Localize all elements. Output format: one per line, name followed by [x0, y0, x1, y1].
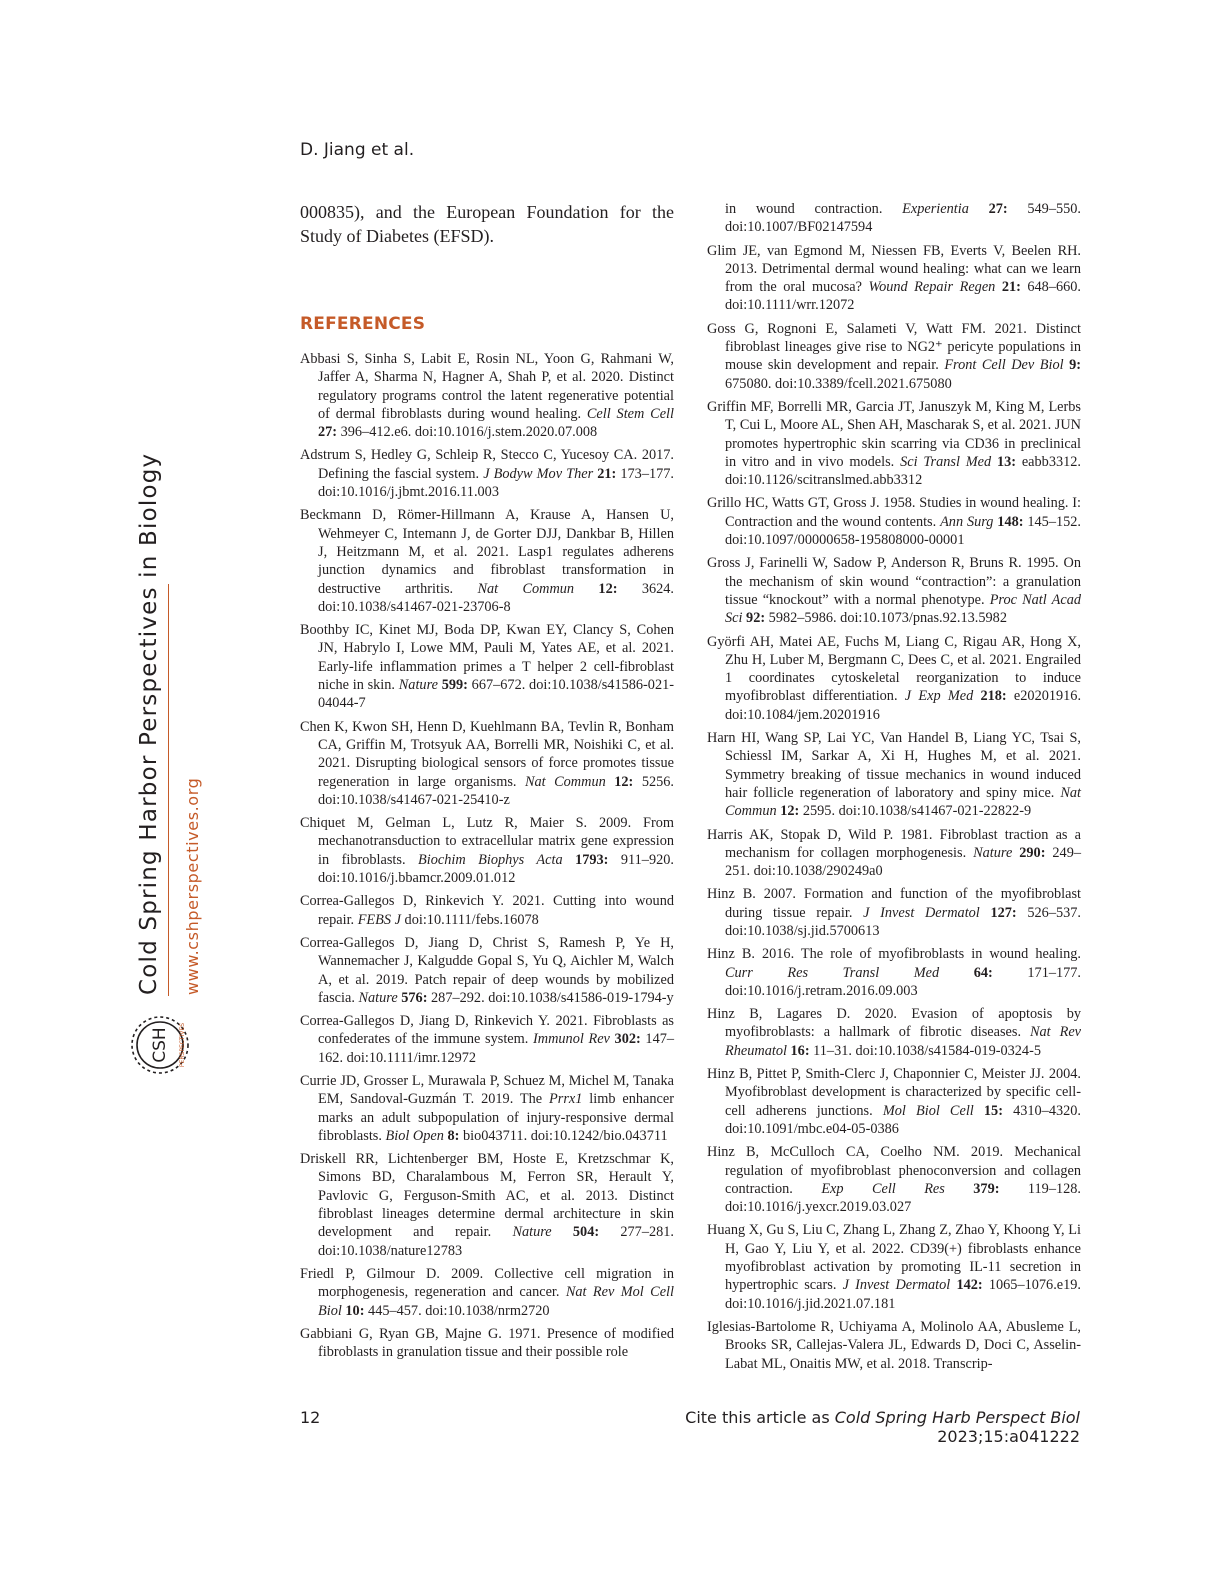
reference-details: 147–162. doi:10.1111/imr.12972	[318, 1031, 675, 1066]
reference-volume: 13:	[991, 453, 1017, 470]
reference-text: Hinz B. 2007. Formation and function of the myofibroblast during tissue repair.	[707, 886, 1081, 921]
reference-entry	[707, 1221, 1081, 1312]
reference-journal: Nat Commun	[524, 773, 606, 790]
reference-details: 396–412.e6. doi:10.1016/j.stem.2020.07.008	[337, 424, 598, 441]
reference-entry	[707, 200, 1081, 237]
reference-journal: J Bodyw Mov Ther	[483, 465, 594, 482]
reference-details: 1065–1076.e19. doi:10.1016/j.jid.2021.07.181	[725, 1277, 1081, 1312]
reference-details: 648–660. doi:10.1111/wrr.12072	[725, 279, 1081, 314]
reference-journal: Nat Commun	[725, 784, 1081, 820]
reference-details: limb enhancer marks an adult subpopulation of injury-responsive dermal fibroblasts.	[318, 1091, 675, 1144]
reference-text: in wound contraction.	[725, 201, 903, 217]
reference-volume: 148:	[993, 513, 1024, 530]
reference-text: Hinz B, Lagares D. 2020. Evasion of apoptosis by myofibroblasts: a hallmark of fibrotic diseases.	[707, 1006, 1081, 1041]
reference-text: Driskell RR, Lichtenberger BM, Hoste E, Kretzschmar K, Simons BD, Charalambous M, Ferron SR, Herault Y, Pavlovic G, Ferguson-Smith AC, et al. 2013. Distinct fibroblast lineages determine dermal architecture in skin development and repair.	[300, 1151, 674, 1241]
references-list-left	[300, 350, 674, 1361]
reference-volume: 27:	[318, 424, 338, 441]
reference-text: Chen K, Kwon SH, Henn D, Kuehlmann BA, Tevlin R, Bonham CA, Griffin M, Trotsyuk AA, Borrelli MR, Noishiki C, et al. 2021. Disrupting biological sensors of force promotes tissue regeneration in large organisms.	[300, 718, 674, 790]
reference-journal: Nature	[512, 1224, 552, 1241]
reference-volume: 21:	[995, 279, 1021, 296]
reference-journal: Experientia	[902, 201, 969, 217]
reference-entry	[707, 885, 1081, 940]
reference-details: 911–920. doi:10.1016/j.bbamcr.2009.01.012	[318, 851, 674, 887]
reference-journal: J Invest Dermatol	[842, 1277, 951, 1294]
reference-journal: Exp Cell Res	[821, 1180, 945, 1197]
reference-volume: 21:	[593, 465, 617, 482]
reference-details: e20201916. doi:10.1084/jem.20201916	[725, 688, 1082, 723]
reference-entry	[707, 398, 1081, 489]
reference-volume: 10:	[341, 1302, 365, 1319]
reference-text: Iglesias-Bartolome R, Uchiyama A, Molinolo AA, Abusleme L, Brooks SR, Callejas-Valera JL, Edwards D, Doci C, Asselin-Labat ML, Onaitis MW, et al. 2018. Transcrip-	[707, 1318, 1081, 1372]
reference-text: Abbasi S, Sinha S, Labit E, Rosin NL, Yoon G, Rahmani W, Jaffer A, Sharma N, Hagner A, Shah P, et al. 2020. Distinct regulatory programs control the latent regenerative potential of dermal fibroblasts during wound healing.	[300, 351, 674, 422]
reference-journal: Biochim Biophys Acta	[418, 851, 563, 868]
reference-entry	[707, 1065, 1081, 1138]
reference-entry	[300, 350, 674, 441]
reference-entry	[300, 1150, 674, 1260]
reference-details: 5982–5986. doi:10.1073/pnas.92.13.5982	[765, 610, 1007, 627]
reference-volume: 12:	[776, 803, 800, 820]
reference-journal: Sci Transl Med	[900, 453, 992, 470]
reference-text: Hinz B, Pittet P, Smith-Clerc J, Chaponnier C, Meister JJ. 2004. Myofibroblast development is characterized by specific cell-cell adherens junctions.	[707, 1066, 1081, 1119]
csh-logo-icon	[128, 1006, 192, 1084]
reference-text: Correa-Gallegos D, Rinkevich Y. 2021. Cutting into wound repair.	[300, 893, 674, 928]
citation-suffix: 2023;15:a041222	[937, 1427, 1080, 1446]
reference-details: bio043711. doi:10.1242/bio.043711	[459, 1127, 668, 1144]
reference-journal: Biol Open	[385, 1127, 444, 1144]
reference-text: Glim JE, van Egmond M, Niessen FB, Everts V, Beelen RH. 2013. Detrimental dermal wound healing: what can we learn from the oral mucosa?	[707, 242, 1081, 296]
reference-entry	[300, 1012, 674, 1067]
citation-journal: Cold Spring Harb Perspect Biol	[834, 1408, 1080, 1427]
sidebar-url[interactable]: www.cshperspectives.org	[183, 777, 202, 995]
reference-entry	[707, 554, 1081, 627]
reference-journal: Cell Stem Cell	[586, 405, 675, 422]
reference-journal: Nat Commun	[477, 580, 575, 597]
reference-volume: 92:	[742, 610, 766, 627]
reference-details: 5256. doi:10.1038/s41467-021-25410-z	[318, 773, 674, 808]
reference-text: Harris AK, Stopak D, Wild P. 1981. Fibroblast traction as a mechanism for collagen morphogenesis.	[707, 826, 1081, 861]
reference-entry	[707, 242, 1081, 315]
reference-text: Goss G, Rognoni E, Salameti V, Watt FM. 2021. Distinct fibroblast lineages give rise to NG2⁺ pericyte populations in mouse skin development and repair.	[707, 320, 1081, 374]
reference-volume: 12:	[574, 580, 618, 597]
reference-journal: Front Cell Dev Biol	[944, 357, 1064, 374]
sidebar-journal-title: Cold Spring Harbor Perspectives in Biology	[136, 452, 162, 995]
csh-logo-text: CSH	[150, 1027, 170, 1063]
reference-entry	[707, 320, 1081, 393]
reference-journal: Nat Rev Mol Cell Biol	[318, 1284, 674, 1319]
references-heading: REFERENCES	[300, 314, 426, 334]
continued-acknowledgment-text: 000835), and the European Foundation for the Study of Diabetes (EFSD).	[300, 202, 674, 246]
citation-line	[560, 1408, 1080, 1446]
reference-journal: J Invest Dermatol	[863, 904, 980, 921]
reference-text: Grillo HC, Watts GT, Gross J. 1958. Studies in wound healing. I: Contraction and the wound contents.	[707, 495, 1081, 530]
reference-entry	[300, 1325, 674, 1362]
reference-text: Gabbiani G, Ryan GB, Majne G. 1971. Presence of modified fibroblasts in granulation tissue and their possible role	[300, 1325, 674, 1361]
reference-volume: 9:	[1063, 357, 1081, 374]
reference-entry	[300, 1265, 674, 1320]
reference-journal: Curr Res Transl Med	[725, 964, 940, 981]
reference-details: 11–31. doi:10.1038/s41584-019-0324-5	[809, 1042, 1041, 1059]
reference-journal: FEBS J	[357, 911, 401, 928]
reference-journal: J Exp Med	[904, 688, 974, 705]
reference-volume: 379:	[944, 1180, 1000, 1197]
reference-entry	[707, 729, 1081, 820]
csh-logo-subtext: PERSPECTIVES	[179, 1022, 186, 1068]
sidebar-rule	[168, 584, 169, 996]
reference-volume: 599:	[437, 677, 468, 694]
running-head: D. Jiang et al.	[300, 140, 415, 160]
reference-text: Huang X, Gu S, Liu C, Zhang L, Zhang Z, Zhao Y, Khoong Y, Li H, Gao Y, Liu Y, et al. 2022. CD39(+) fibroblasts enhance myofibroblast activation by promoting IL-11 secretion in hypertrophic scars.	[707, 1222, 1081, 1294]
reference-volume: 504:	[551, 1224, 600, 1241]
reference-entry	[707, 1005, 1081, 1060]
reference-text: Chiquet M, Gelman L, Lutz R, Maier S. 2009. From mechanotransduction to extracellular matrix gene expression in fibroblasts.	[300, 815, 674, 868]
reference-details: 549–550. doi:10.1007/BF02147594	[725, 201, 1081, 236]
reference-journal: Mol Biol Cell	[882, 1102, 974, 1119]
reference-details: 675080. doi:10.3389/fcell.2021.675080	[725, 375, 952, 392]
reference-text: Griffin MF, Borrelli MR, Garcia JT, Januszyk M, King M, Lerbs T, Cui L, Moore AL, Shen AH, Mascharak S, et al. 2021. JUN promotes hypertrophic skin scarring via CD36 in preclinical in vitro and in vivo models.	[707, 398, 1081, 470]
reference-entry	[707, 945, 1081, 1000]
reference-text: Beckmann D, Römer-Hillmann A, Krause A, Hansen U, Wehmeyer C, Intemann J, de Gorter DJJ, Dankbar B, Hillen J, Heitzmann M, et al. 2021. Lasp1 regulates adherens junction dynamics and fibroblast transformation in destructive arthritis.	[300, 507, 674, 597]
reference-volume: 142:	[950, 1277, 983, 1294]
reference-volume: 8:	[443, 1127, 460, 1144]
reference-text: Boothby IC, Kinet MJ, Boda DP, Kwan EY, Clancy S, Cohen JN, Habrylo I, Lowe MM, Pauli M, Yates AE, et al. 2021. Early-life inflammation primes a T helper 2 cell-fibroblast niche in skin.	[300, 622, 674, 694]
reference-volume: 290:	[1012, 844, 1046, 861]
reference-details: 249–251. doi:10.1038/290249a0	[725, 844, 1082, 880]
reference-details: 4310–4320. doi:10.1091/mbc.e04-05-0386	[725, 1102, 1081, 1137]
reference-volume: 1793:	[562, 851, 609, 868]
reference-text: Correa-Gallegos D, Jiang D, Rinkevich Y. 2021. Fibroblasts as confederates of the immune system.	[300, 1013, 674, 1048]
reference-details: eabb3312. doi:10.1126/scitranslmed.abb3312	[725, 453, 1081, 489]
reference-volume: 127:	[979, 904, 1017, 921]
reference-volume: 218:	[973, 688, 1007, 705]
reference-journal: Immunol Rev	[533, 1031, 610, 1048]
references-list-right	[707, 200, 1081, 1373]
reference-text: Hinz B. 2016. The role of myofibroblasts in wound healing.	[707, 946, 1081, 963]
reference-entry	[707, 1143, 1081, 1216]
reference-entry	[707, 494, 1081, 549]
reference-volume: 12:	[605, 773, 634, 790]
reference-text: Friedl P, Gilmour D. 2009. Collective cell migration in morphogenesis, regeneration and cancer.	[300, 1265, 674, 1301]
left-column	[300, 200, 674, 1366]
reference-text: Gross J, Farinelli W, Sadow P, Anderson R, Bruns R. 1995. On the mechanism of skin wound “contraction”: a granulation tissue “knockout” with a normal phenotype.	[707, 555, 1081, 608]
reference-details: 526–537. doi:10.1038/sj.jid.5700613	[725, 904, 1081, 939]
reference-volume: 16:	[786, 1042, 810, 1059]
reference-details: 171–177. doi:10.1016/j.retram.2016.09.003	[725, 964, 1082, 999]
reference-volume: 64:	[939, 964, 993, 981]
reference-details: 173–177. doi:10.1016/j.jbmt.2016.11.003	[318, 465, 674, 501]
reference-entry	[300, 446, 674, 501]
citation-prefix: Cite this article as	[685, 1408, 835, 1427]
right-column	[707, 200, 1081, 1378]
reference-volume: 576:	[397, 989, 428, 1006]
reference-entry	[300, 1072, 674, 1145]
reference-journal: Ann Surg	[940, 513, 994, 530]
page-number: 12	[300, 1408, 321, 1427]
reference-journal: Prrx1	[549, 1091, 583, 1108]
reference-volume: 15:	[973, 1102, 1003, 1119]
reference-details: 2595. doi:10.1038/s41467-021-22822-9	[799, 803, 1032, 820]
reference-entry	[707, 633, 1081, 724]
reference-details: 3624. doi:10.1038/s41467-021-23706-8	[318, 580, 674, 615]
reference-entry	[300, 506, 674, 616]
reference-text: Correa-Gallegos D, Jiang D, Christ S, Ramesh P, Ye H, Wannemacher J, Kalgudde Gopal S, Yu Q, Aichler M, Walch A, et al. 2019. Patch repair of deep wounds by mobilized fascia.	[300, 934, 674, 1006]
reference-entry	[300, 934, 674, 1007]
reference-journal: Nature	[398, 677, 438, 694]
reference-details: 667–672. doi:10.1038/s41586-021-04044-7	[318, 677, 674, 712]
reference-journal: Nature	[358, 989, 398, 1006]
reference-volume: 27:	[968, 201, 1008, 217]
reference-entry	[707, 1318, 1081, 1373]
reference-entry	[707, 826, 1081, 881]
reference-entry	[300, 621, 674, 712]
reference-entry	[300, 814, 674, 887]
reference-text: Harn HI, Wang SP, Lai YC, Van Handel B, Liang YC, Tsai S, Schiessl IM, Sarkar A, Xi H, Hughes M, et al. 2021. Symmetry breaking of tissue mechanics in wound induced hair follicle regeneration of laboratory and spiny mice.	[707, 730, 1081, 801]
reference-volume: 302:	[609, 1031, 641, 1048]
reference-text: Györfi AH, Matei AE, Fuchs M, Liang C, Rigau AR, Hong X, Zhu H, Luber M, Bergmann C, Dees C, et al. 2021. Engrailed 1 coordinates cytoskeletal reorganization to induce myofibroblast differentiation.	[707, 633, 1081, 705]
reference-details: 145–152. doi:10.1097/00000658-195808000-00001	[725, 513, 1081, 549]
reference-details: 445–457. doi:10.1038/nrm2720	[364, 1302, 550, 1319]
reference-details: 277–281. doi:10.1038/nature12783	[318, 1224, 674, 1259]
reference-journal: Proc Natl Acad Sci	[725, 591, 1081, 627]
reference-journal: Nat Rev Rheumatol	[725, 1024, 1082, 1059]
reference-journal: Nature	[973, 844, 1013, 861]
reference-text: Hinz B, McCulloch CA, Coelho NM. 2019. Mechanical regulation of myofibroblast phenoconversion and collagen contraction.	[707, 1144, 1081, 1197]
reference-text: Currie JD, Grosser L, Murawala P, Schuez M, Michel M, Tanaka EM, Sandoval-Guzmán T. 2019. The	[300, 1072, 674, 1108]
reference-entry	[300, 718, 674, 809]
reference-details: 287–292. doi:10.1038/s41586-019-1794-y	[427, 989, 674, 1006]
reference-journal: Wound Repair Regen	[868, 279, 996, 296]
reference-details: doi:10.1111/febs.16078	[400, 911, 539, 928]
reference-details: 119–128. doi:10.1016/j.yexcr.2019.03.027	[725, 1180, 1081, 1216]
reference-text: Adstrum S, Hedley G, Schleip R, Stecco C, Yucesoy CA. 2017. Defining the fascial system.	[300, 447, 674, 482]
reference-entry	[300, 892, 674, 929]
